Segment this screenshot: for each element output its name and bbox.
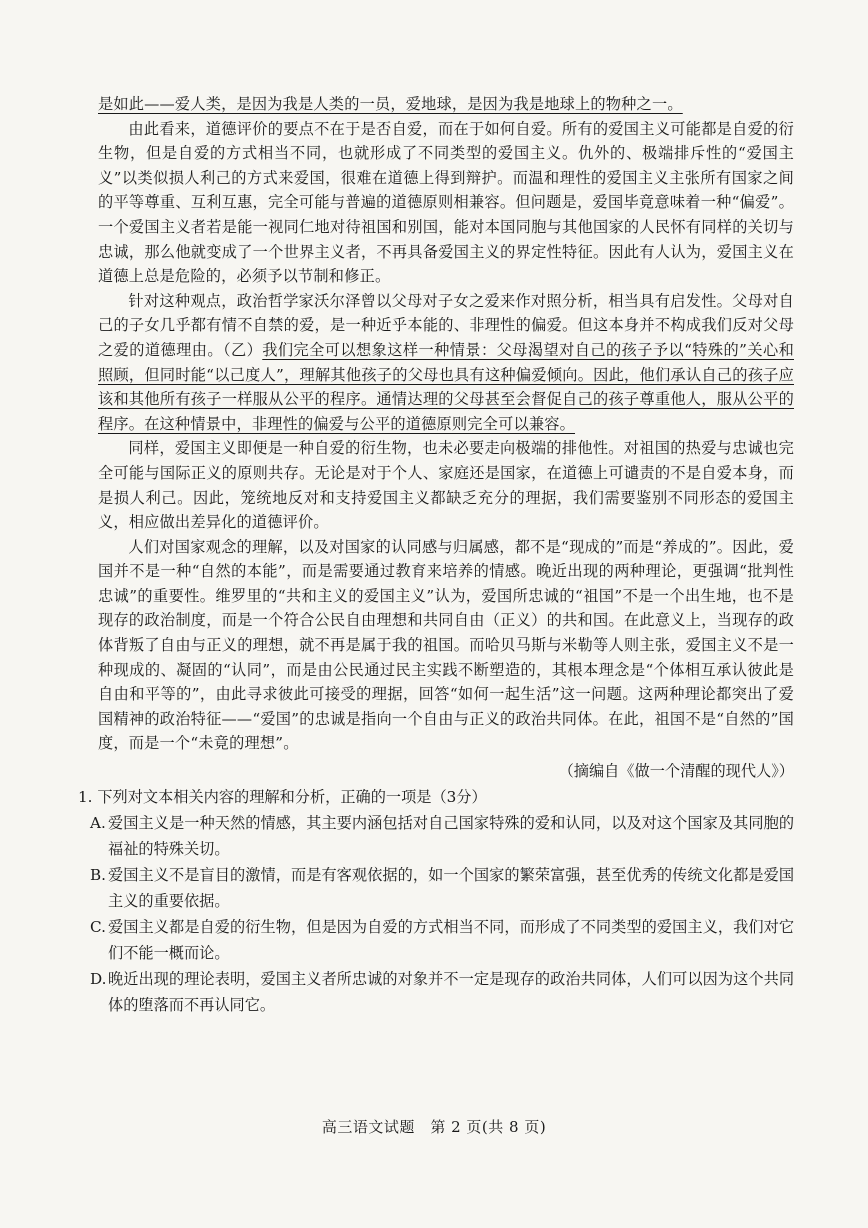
paragraph-2-text: 针对这种观点，政治哲学家沃尔泽曾以父母对子女之爱来作对照分析，相当具有启发性。父母对自己的子女几乎都有情不自禁的爱，是一种近乎本能的、非理性的偏爱。但这本身并不构成我们反对父母之爱的道德理由。（乙） bbox=[98, 291, 794, 359]
option-letter: A. bbox=[90, 814, 106, 833]
passage-paragraph-0 bbox=[98, 92, 794, 117]
passage-paragraph-1: 由此看来，道德评价的要点不在于是否自爱，而在于如何自爱。所有的爱国主义可能都是自爱的衍生物，但是自爱的方式相当不同，也就形成了不同类型的爱国主义。仇外的、极端排斥性的“爱国主义”以类似损人利己的方式来爱国，很难在道德上得到辩护。而温和理性的爱国主义主张所有国家之间的平等尊重、互利互惠，完全可能与普遍的道德原则相兼容。但问题是，爱国毕竟意味着一种“偏爱”。一个爱国主义者若是能一视同仁地对待祖国和别国，能对本国同胞与其他国家的人民怀有同样的关切与忠诚，那么他就变成了一个世界主义者，不再具备爱国主义的界定性特征。因此有人认为，爱国主义在道德上总是危险的，必须予以节制和修正。 bbox=[98, 119, 794, 286]
option-text: 爱国主义都是自爱的衍生物，但是因为自爱的方式相当不同，而形成了不同类型的爱国主义，我们对它们不能一概而论。 bbox=[108, 918, 794, 963]
option-a[interactable] bbox=[78, 810, 794, 862]
passage-paragraph-3: 同样，爱国主义即便是一种自爱的衍生物，也未必要走向极端的排他性。对祖国的热爱与忠诚也完全可能与国际正义的原则共存。无论是对于个人、家庭还是国家，在道德上可谴责的不是自爱本身，而是损人利己。因此，笼统地反对和支持爱国主义都缺乏充分的理据，我们需要鉴别不同形态的爱国主义，相应做出差异化的道德评价。 bbox=[98, 439, 794, 532]
option-b[interactable] bbox=[78, 862, 794, 914]
option-text: 爱国主义不是盲目的激情，而是有客观依据的，如一个国家的繁荣富强，甚至优秀的传统文化都是爱国主义的重要依据。 bbox=[108, 866, 794, 911]
page-footer: 高三语文试题 第 2 页(共 8 页) bbox=[321, 1118, 547, 1136]
option-letter: B. bbox=[90, 866, 106, 885]
question-stem: 1. 下列对文本相关内容的理解和分析，正确的一项是（3分） bbox=[78, 788, 487, 807]
option-letter: D. bbox=[90, 970, 107, 989]
passage-paragraph-2 bbox=[98, 289, 794, 437]
source-citation: （摘编自《做一个清醒的现代人》） bbox=[558, 762, 794, 781]
option-text: 晚近出现的理论表明，爱国主义者所忠诚的对象并不一定是现存的政治共同体，人们可以因为这个共同体的堕落而不再认同它。 bbox=[108, 970, 794, 1015]
passage-paragraph-4: 人们对国家观念的理解，以及对国家的认同感与归属感，都不是“现成的”而是“养成的”。因此，爱国并不是一种“自然的本能”，而是需要通过教育来培养的情感。晚近出现的两种理论，更强调“批判性忠诚”的重要性。维罗里的“共和主义的爱国主义”认为，爱国所忠诚的“祖国”不是一个出生地，也不是现存的政治制度，而是一个符合公民自由理想和共同自由（正义）的共和国。在此意义上，当现存的政体背叛了自由与正义的理想，就不再是属于我的祖国。而哈贝马斯与米勒等人则主张，爱国主义不是一种现成的、凝固的“认同”，而是由公民通过民主实践不断塑造的，其根本理念是“个体相互承认彼此是自由和平等的”，由此寻求彼此可接受的理据，回答“如何一起生活”这一问题。这两种理论都突出了爱国精神的政治特征——“爱国”的忠诚是指向一个自由与正义的政治共同体。在此，祖国不是“自然的”国度，而是一个“未竟的理想”。 bbox=[98, 537, 794, 753]
option-d[interactable] bbox=[78, 966, 794, 1018]
option-letter: C. bbox=[90, 918, 106, 937]
option-c[interactable] bbox=[78, 914, 794, 966]
question-1 bbox=[78, 784, 794, 1018]
underlined-passage-yi: 我们完全可以想象这样一种情景：父母渴望对自己的孩子予以“特殊的”关心和照顾，但同时能“以己度人”，理解其他孩子的父母也具有这种偏爱倾向。因此，他们承认自己的孩子应该和其他所有孩子一样服从公平的程序。通情达理的父母甚至会督促自己的孩子尊重他人，服从公平的程序。在这种情景中，非理性的偏爱与公平的道德原则完全可以兼容。 bbox=[98, 340, 794, 433]
underlined-sentence: 是如此——爱人类，是因为我是人类的一员，爱地球，是因为我是地球上的物种之一。 bbox=[98, 95, 683, 113]
option-text: 爱国主义是一种天然的情感，其主要内涵包括对自己国家特殊的爱和认同，以及对这个国家及其同胞的福祉的特殊关切。 bbox=[108, 814, 794, 859]
